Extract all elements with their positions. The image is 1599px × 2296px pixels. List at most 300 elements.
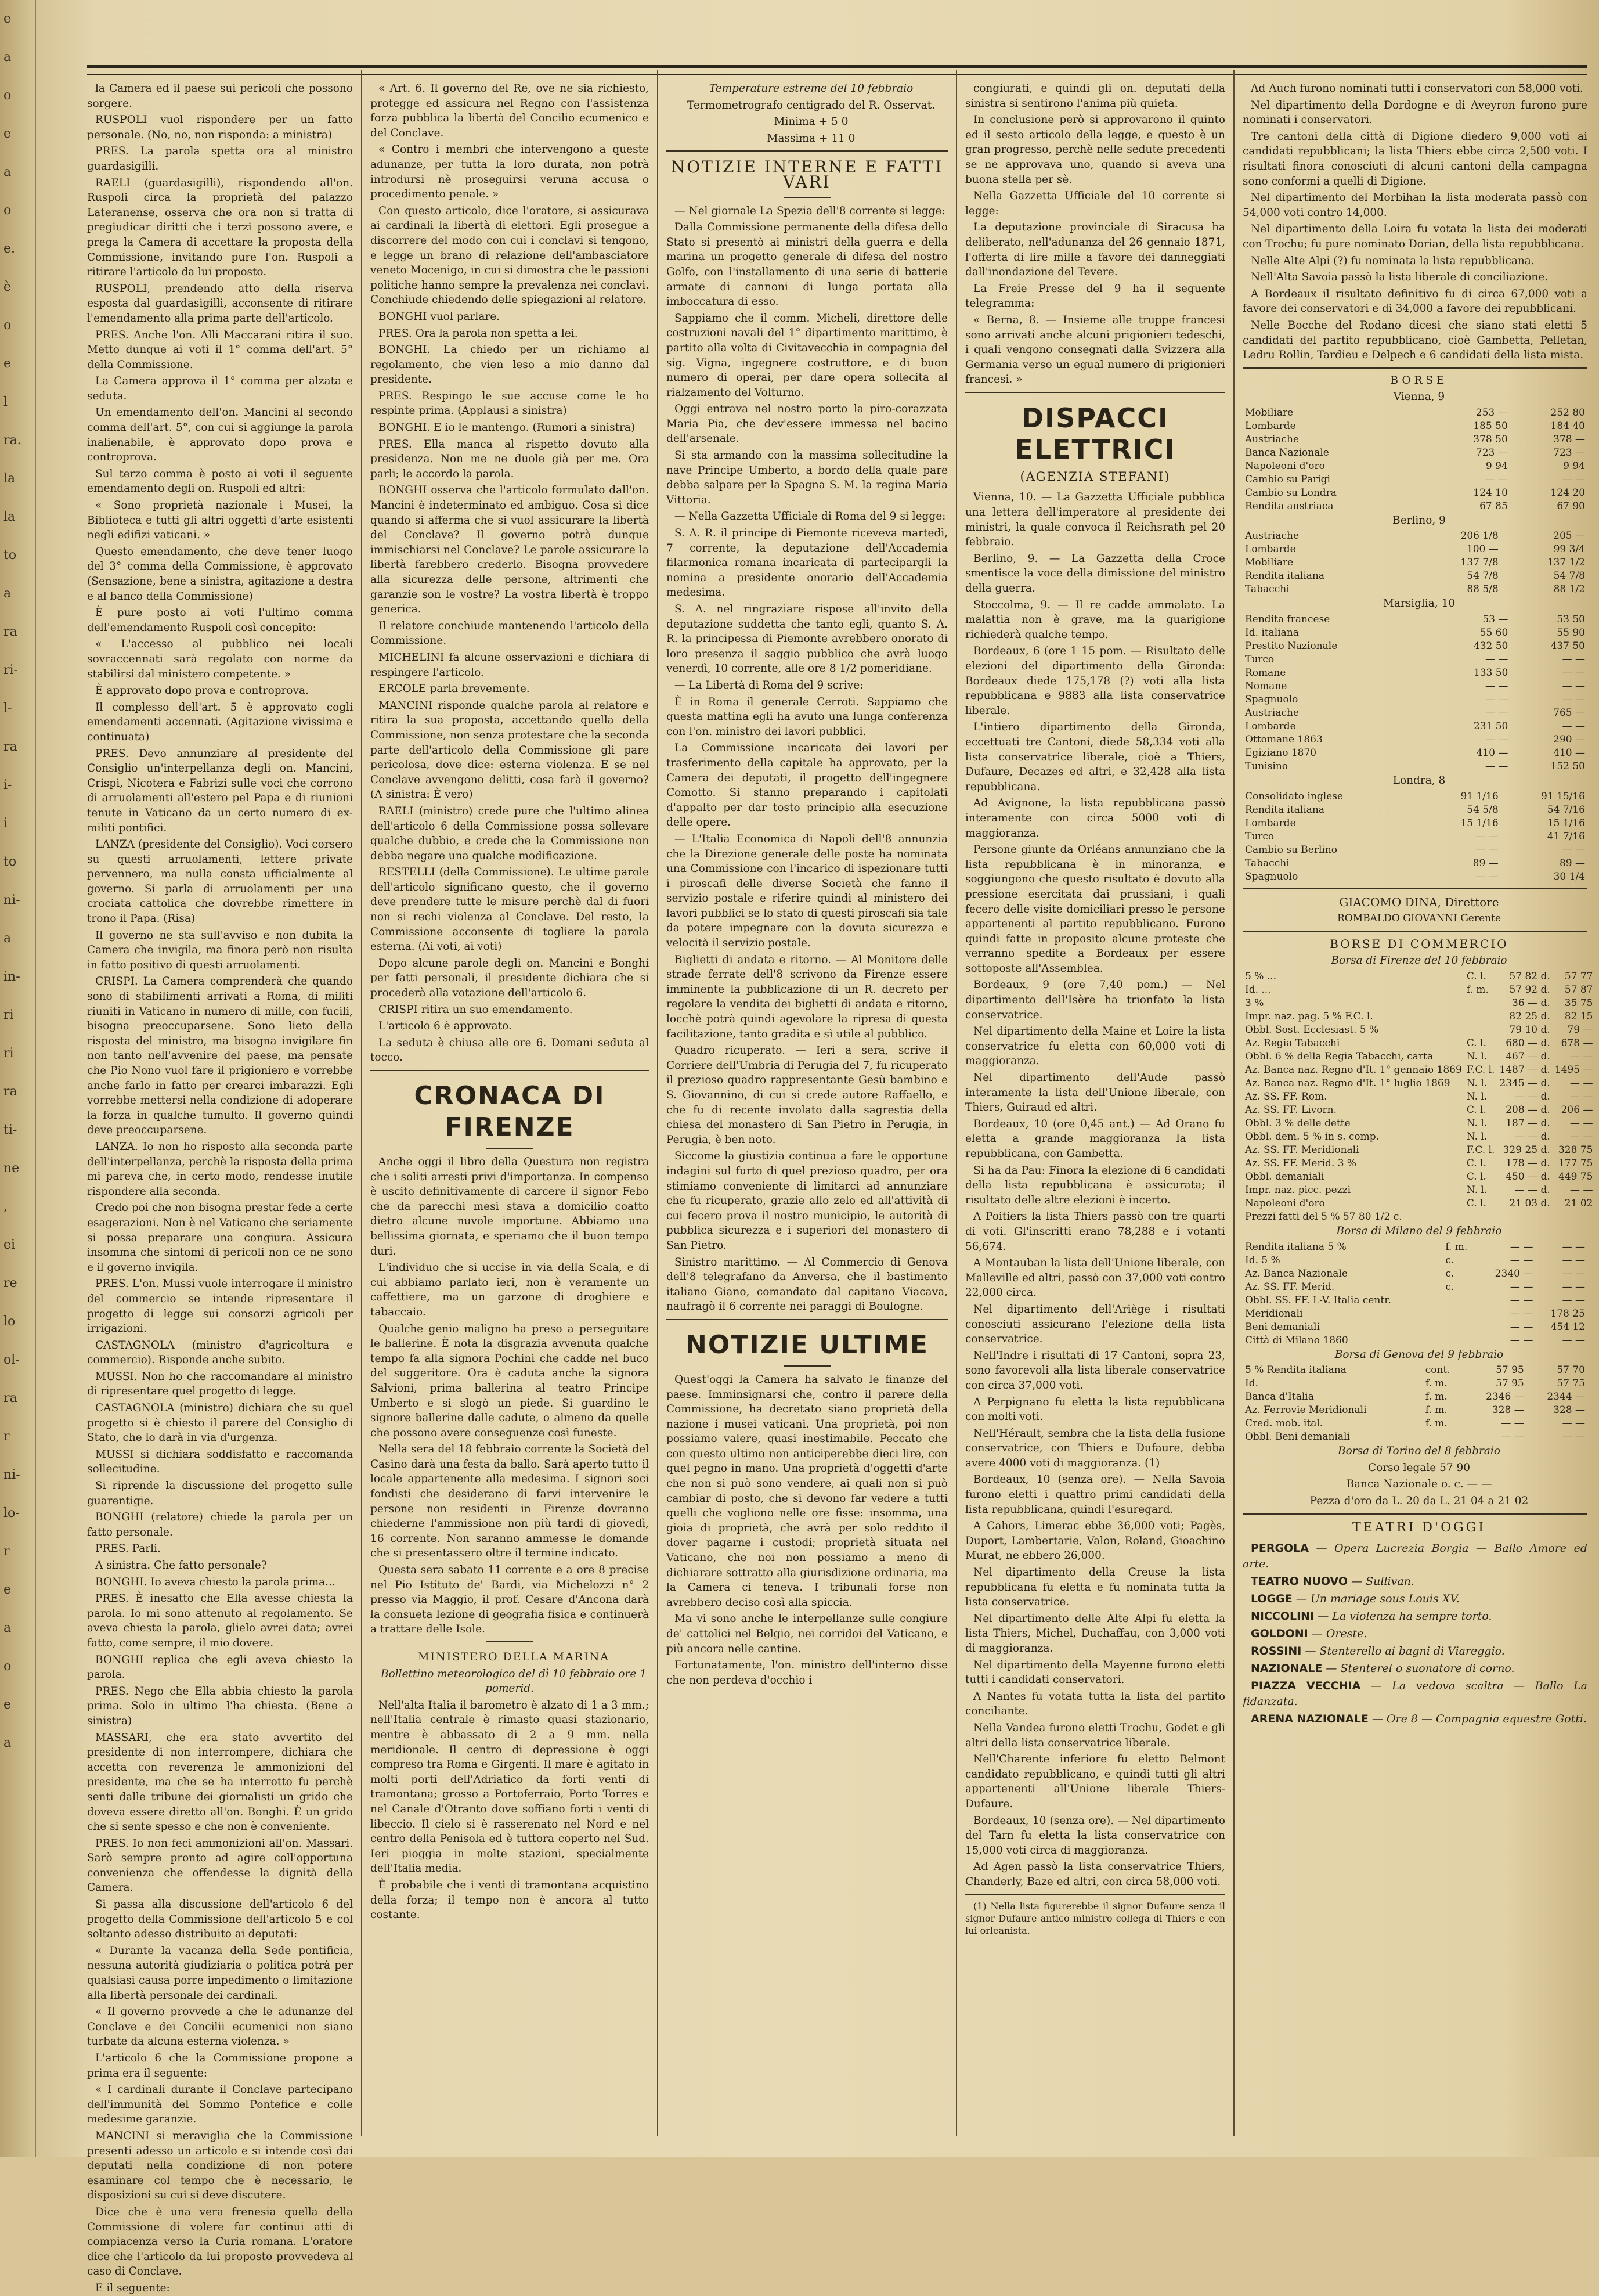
- margin-fragment: l: [3, 395, 8, 409]
- paragraph: PRES. Ella manca al rispetto dovuto alla presidenza. Non me ne duole già per me. Ora parli; le accordo la parola.: [370, 438, 649, 480]
- theatre-entry: [1243, 1626, 1587, 1642]
- cronaca-text: [370, 1155, 649, 1637]
- paragraph: Ma vi sono anche le interpellanze sulle congiure de' cattolici nel Belgio, nei corridoi del Vaticano, e più ancora nelle cantine.: [666, 1613, 948, 1655]
- paragraph: BONGHI replica che egli aveva chiesto la parola.: [87, 1653, 353, 1681]
- temp-max-value: + 11 0: [818, 132, 856, 145]
- paragraph: Dopo alcune parole degli on. Mancini e Bonghi per fatti personali, il presidente dichiara che si procederà alla votazione dell'articolo 6.: [370, 957, 649, 1000]
- paragraph: Bordeaux, 6 (ore 1 15 pom. — Risultato delle elezioni del dipartimento della Gironda: Bordeaux diede 175,178 (?) voti alla lista repubblicana e 9883 alla lista conservatrice liberale.: [965, 645, 1225, 717]
- table-row: [1243, 680, 1587, 693]
- theatre-program: — La vedova scaltra — Ballo La fidanzata.: [1243, 1679, 1587, 1709]
- table-cell: Austriache: [1245, 707, 1300, 719]
- table-cell: — —: [1570, 1091, 1593, 1103]
- table-cell: Id.: [1245, 1378, 1259, 1390]
- paragraph: BONGHI vuol parlare.: [378, 310, 500, 323]
- table-cell: 57 95: [1496, 1364, 1524, 1376]
- table-cell: 253 —: [1475, 406, 1508, 419]
- table-cell: 54 7/16: [1547, 803, 1585, 816]
- table-cell: Rendita italiana: [1245, 803, 1324, 816]
- table-cell: Obbl. SS. FF. L-V. Italia centr.: [1245, 1294, 1391, 1306]
- paragraph: BONGHI (relatore) chiede la parola per un fatto personale.: [87, 1511, 353, 1538]
- table-cell: 67 90: [1557, 500, 1585, 512]
- paragraph: Nelle Bocche del Rodano dicesi che siano stati eletti 5 candidati del partito repubblicano, cioè Gambetta, Pelletan, Ledru Rollin, Tardieu e Delpech e 6 candidati della lista mista.: [1243, 319, 1587, 362]
- table-cell: 152 50: [1550, 760, 1585, 773]
- table-cell: Beni demaniali: [1245, 1321, 1320, 1333]
- margin-fragment: ra.: [3, 433, 21, 448]
- column-rule: [1233, 70, 1235, 2136]
- table-cell: cont.: [1425, 1364, 1450, 1376]
- table-cell: — —: [1485, 473, 1508, 485]
- table-cell: 137 1/2: [1547, 557, 1585, 569]
- table-cell: 378 —: [1553, 433, 1585, 445]
- table-row: [1243, 1364, 1587, 1377]
- table-cell: Rendita francese: [1245, 614, 1330, 626]
- table-row: [1243, 1184, 1595, 1197]
- section-divider: [370, 1070, 649, 1071]
- table-cell: — —: [1562, 667, 1585, 679]
- paragraph: S. A. nel ringraziare rispose all'invito della deputazione suddetta che tanto egli, quanto S. A. R. la principessa di Piemonte avrebbero onorato di loro presenza il saggio pubblico che avrà luogo venerdì, 10 corrente, alle ore 8 1/2 pomeridiane.: [666, 603, 948, 675]
- paragraph: Anche oggi il libro della Questura non registra che i soliti arresti privi d'importanza. In compenso è uscito definitivamente di carcere il signor Febo che da parecchi mesi stava a domicilio coatto dietro alcune nuvole importune. Abbiamo una bellissima giornata, e speriamo che il buon tempo duri.: [370, 1156, 649, 1257]
- bourse-city: Londra, 8: [1392, 774, 1446, 787]
- table-row: [1243, 1104, 1595, 1117]
- paragraph: Quest'oggi la Camera ha salvato le finanze del paese. Imminsignarsi che, contro il parere della Commissione, ha decretato siano proprietà della nazione i musei vaticani. Una proprietà, poi non possiamo valere, quasi inestimabile. Peccato che con questo ultimo non anticiperebbe dieci lire, con quel pegno in mano. Una proprietà d'oggetti d'arte che non si può sono vendere, ai quali non si può cambiar di posto, che si devono far vedere a tutti quelli che vogliono nelle ore fisse: insomma, una gioia di proprietà, che avrà per solo reddito il dover pagarne i custodi; proprietà situata nel Vaticano, che noi non possiamo a meno di dichiarare sottratto alla giurisdizione ordinaria, ma la Camera ci teneva. I tribunali forse non avrebbero deciso così alla spiccia.: [666, 1373, 948, 1609]
- table-cell: Cred. mob. ital.: [1245, 1418, 1323, 1430]
- table-cell: f. m.: [1466, 984, 1489, 996]
- table-row: [1243, 1254, 1587, 1267]
- table-cell: Az. SS. FF. Meridionali: [1245, 1144, 1359, 1156]
- table-cell: 252 80: [1550, 406, 1585, 419]
- paragraph: Fortunatamente, l'on. ministro dell'interno disse che non perdeva d'occhio i: [666, 1659, 948, 1686]
- paragraph: Un emendamento dell'on. Mancini al secondo comma dell'art. 5°, con cui si aggiunge la parola inalienabile, è approvato dopo prova e controprova.: [87, 406, 353, 464]
- table-cell: 2344 —: [1547, 1391, 1585, 1403]
- table-cell: Az. SS. FF. Merid. 3 %: [1245, 1158, 1357, 1170]
- bourse-table: [1243, 529, 1587, 596]
- table-cell: 124 20: [1550, 486, 1585, 499]
- table-cell: — —: [1510, 1281, 1533, 1293]
- milano-heading: Borsa di Milano del 9 febbraio: [1336, 1225, 1502, 1238]
- paragraph: — Nella Gazzetta Ufficiale di Roma del 9 si legge:: [674, 510, 946, 523]
- margin-fragment: ni-: [3, 1468, 20, 1482]
- paragraph: Nelle Alte Alpi (?) fu nominata la lista repubblicana.: [1251, 254, 1535, 267]
- paragraph: BONGHI. Io aveva chiesto la parola prima...: [95, 1576, 335, 1588]
- theatre-program: — Ore 8 — Compagnia equestre Gotti.: [1371, 1713, 1587, 1726]
- section-divider: [666, 150, 948, 152]
- table-cell: 177 75: [1558, 1158, 1593, 1170]
- table-cell: Turco: [1245, 654, 1275, 666]
- paragraph: La Freie Presse del 9 ha il seguente telegramma:: [965, 282, 1225, 310]
- table-cell: C. l.: [1466, 1104, 1486, 1116]
- table-row: [1243, 1037, 1595, 1050]
- table-cell: Az. Ferrovie Meridionali: [1245, 1404, 1367, 1416]
- table-cell: — —: [1562, 680, 1585, 693]
- theatre-name: NICCOLINI: [1251, 1610, 1315, 1623]
- section-divider: [486, 1641, 533, 1642]
- table-cell: — —: [1485, 680, 1508, 693]
- table-cell: 55 60: [1479, 627, 1508, 639]
- table-cell: Tabacchi: [1245, 583, 1290, 596]
- genova-heading: Borsa di Genova del 9 febbraio: [1334, 1348, 1504, 1361]
- table-row: [1243, 570, 1587, 583]
- table-row: [1243, 613, 1587, 626]
- paragraph: MANCINI si meraviglia che la Commissione presenti adesso un articolo e si intende così dai deputati nella condizione di non potere esaminare col tempo che è necessario, le disposizioni su cui si deve discutere.: [87, 2129, 353, 2202]
- paragraph: Qualche genio maligno ha preso a perseguitare le ballerine. È nota la disgrazia avvenuta qualche tempo fa alla signora Pochini che cadde nel buco del suggeritore. Ora è caduta anche la signora Salvioni, prima ballerina al teatro Principe Umberto e si slogò un piede. Si guardino le signore ballerine dalle cadute, o almeno da quelle che possono avere conseguenze così funeste.: [370, 1322, 649, 1439]
- table-row: [1243, 640, 1587, 653]
- paragraph: Nell'Alta Savoia passò la lista liberale di conciliazione.: [1251, 271, 1549, 284]
- paragraph: A Bordeaux il risultato definitivo fu di circa 67,000 voti a favore dei conservatori e di 34,000 a favore dei repubblicani.: [1243, 287, 1587, 315]
- dispacci-heading: DISPACCI ELETTRICI: [1015, 402, 1176, 465]
- table-cell: [1464, 997, 1497, 1010]
- table-cell: Obbl. 3 % delle dette: [1245, 1118, 1351, 1130]
- paragraph: BONGHI. La chiedo per un richiamo al regolamento, che vien leso a mio danno dal presidente.: [370, 344, 649, 386]
- paragraph: Nel dipartimento dell'Aude passò interamente la lista dell'Unione liberale, con Thiers, Guiraud ed altri.: [965, 1072, 1225, 1114]
- table-cell: Rendita austriaca: [1245, 500, 1334, 512]
- table-cell: 5 % ...: [1245, 971, 1276, 983]
- table-row: [1243, 1050, 1595, 1064]
- table-cell: 184 40: [1550, 420, 1585, 432]
- table-row: [1243, 1390, 1587, 1404]
- margin-fragment: o: [3, 88, 12, 103]
- table-cell: 91 15/16: [1540, 790, 1585, 802]
- table-cell: Id. ...: [1245, 984, 1271, 996]
- paragraph: PRES. Anche l'on. Alli Maccarani ritira il suo. Metto dunque ai voti il 1° comma dell'art. 5° della Commissione.: [87, 329, 353, 371]
- paragraph: Bordeaux, 10 (ore 0,45 ant.) — Ad Orano fu eletta a grande maggioranza la lista repubblicana, con Gambetta.: [965, 1118, 1225, 1160]
- table-row: [1243, 1294, 1587, 1307]
- table-cell: Tunisino: [1245, 760, 1288, 773]
- notizie-text: [666, 204, 948, 1314]
- table-cell: Banca d'Italia: [1245, 1391, 1314, 1403]
- table-cell: — —: [1510, 1254, 1533, 1266]
- table-cell: Obbl. Beni demaniali: [1245, 1431, 1350, 1443]
- paragraph: PRES. Devo annunziare al presidente del Consiglio un'interpellanza degli on. Mancini, Crispi, Nicotera e Fabrizi sulle voci che corrono di arruolamenti all'estero pel Papa e di riunioni tenute in Vaticano da un certo numero di ex-militi pontifici.: [87, 747, 353, 834]
- director-line: GIACOMO DINA, Direttore: [1339, 895, 1499, 909]
- column-5: [1243, 81, 1593, 2148]
- firenze-bourse-table: [1243, 970, 1595, 1224]
- table-cell: — —: [1570, 1118, 1593, 1130]
- table-cell: f. m.: [1425, 1404, 1448, 1416]
- table-cell: 187 — d.: [1506, 1118, 1550, 1130]
- table-cell: — —: [1475, 844, 1499, 856]
- table-cell: 5 % Rendita italiana: [1245, 1364, 1347, 1376]
- commercio-heading: BORSE DI COMMERCIO: [1330, 936, 1508, 951]
- theatre-program: — La violenza ha sempre torto.: [1318, 1610, 1492, 1623]
- section-divider: [1243, 367, 1587, 369]
- table-cell: Az. Regia Tabacchi: [1245, 1037, 1340, 1050]
- paragraph: MUSSI si dichiara soddisfatto e raccomanda sollecitudine.: [87, 1448, 353, 1476]
- table-row: [1243, 1417, 1587, 1430]
- table-cell: Obbl. Sost. Ecclesiast. 5 %: [1245, 1024, 1379, 1036]
- table-cell: 15 1/16: [1547, 817, 1585, 829]
- table-cell: 178 25: [1550, 1307, 1585, 1320]
- column-1: [87, 81, 353, 2294]
- genova-bourse-table: [1243, 1364, 1587, 1444]
- left-margin-strip: [0, 0, 36, 2157]
- elections-continued: [1243, 81, 1587, 363]
- table-cell: 30 1/4: [1553, 870, 1585, 882]
- torino-line: Pezza d'oro da L. 20 da L. 21 04 a 21 02: [1309, 1495, 1529, 1507]
- paragraph: CRISPI ritira un suo emendamento.: [378, 1003, 573, 1016]
- table-cell: Spagnuolo: [1245, 870, 1298, 882]
- table-cell: 89 —: [1472, 857, 1499, 869]
- paragraph: BONGHI. E io le mantengo. (Rumori a sinistra): [378, 421, 636, 434]
- table-cell: — —: [1485, 707, 1508, 719]
- table-cell: Lombarde: [1245, 543, 1296, 556]
- table-cell: 124 10: [1473, 486, 1508, 499]
- table-row: [1243, 1197, 1595, 1210]
- margin-fragment: o: [3, 1659, 12, 1674]
- table-cell: [1464, 1023, 1497, 1037]
- table-cell: C. l.: [1466, 1037, 1486, 1050]
- margin-fragment: ti-: [3, 1123, 17, 1137]
- table-cell: — —: [1562, 694, 1585, 706]
- paragraph: PRES. L'on. Mussi vuole interrogare il ministro del commercio se intende ripresentare il progetto di legge sui consorzi agricoli per irrigazioni.: [87, 1278, 353, 1335]
- paragraph: Ad Auch furono nominati tutti i conservatori con 58,000 voti.: [1251, 82, 1583, 95]
- table-row: [1243, 803, 1587, 817]
- theatre-program: — Stenterel o suonatore di corno.: [1326, 1662, 1515, 1675]
- bourse-table: [1243, 790, 1587, 884]
- table-row: [1243, 486, 1587, 500]
- paragraph: Tre cantoni della città di Digione diedero 9,000 voti ai candidati repubblicani; la lista Thiers ebbe circa 2,500 voti. I risultati finora conosciuti di alcuni cantoni della campagna sono conformi a quelli di Digione.: [1243, 130, 1587, 188]
- theatre-entry: [1243, 1643, 1587, 1659]
- paragraph: RUSPOLI vuol rispondere per un fatto personale. (No, no, non risponda: a ministra): [87, 114, 353, 141]
- table-row: [1243, 693, 1587, 707]
- table-cell: 467 — d.: [1506, 1051, 1550, 1063]
- table-cell: f. m.: [1425, 1378, 1448, 1390]
- margin-fragment: e: [3, 127, 12, 141]
- paragraph: Si riprende la discussione del progetto sulle guarentigie.: [87, 1480, 353, 1507]
- table-cell: 79 10 d.: [1509, 1024, 1550, 1036]
- paragraph: Il complesso dell'art. 5 è approvato cogli emendamenti accennati. (Agitazione vivissima e continuata): [87, 701, 353, 743]
- column-rule: [361, 70, 362, 2136]
- table-cell: — —: [1485, 760, 1508, 773]
- paragraph: Nel dipartimento della Loira fu votata la lista dei moderati con Trochu; fu pure nominato Dorian, della lista repubblicana.: [1243, 223, 1587, 250]
- table-cell: Lombarde: [1245, 720, 1296, 733]
- paragraph: « Il governo provvede a che le adunanze del Conclave e dei Concilii ecumenici non siano turbate da alcuna esterna violenza. »: [87, 2006, 353, 2048]
- table-row: [1243, 626, 1587, 640]
- table-cell: Mobiliare: [1245, 557, 1294, 569]
- paragraph: S. A. R. il principe di Piemonte riceveva martedì, 7 corrente, la deputazione dell'Accademia filarmonica romana incaricata di partecipargli la nomina a presidente onorario dell'Accademia medesima.: [666, 527, 948, 599]
- paragraph: A Poitiers la lista Thiers passò con tre quarti di voti. Gl'inscritti erano 78,288 e i votanti 56,674.: [965, 1210, 1225, 1253]
- table-cell: Cambio su Berlino: [1245, 844, 1338, 856]
- gerente-line: ROMBALDO GIOVANNI Gerente: [1337, 913, 1501, 925]
- table-cell: 723 —: [1553, 446, 1585, 459]
- paragraph: « Berna, 8. — Insieme alle truppe francesi sono arrivati anche alcuni prigionieri tedeschi, i quali vengono consegnati dalla Svizzera alla Germania verso un egual numero di prigionieri francesi. »: [965, 313, 1225, 386]
- marina-text: [370, 1698, 649, 1923]
- paragraph: Biglietti di andata e ritorno. — Al Monitore delle strade ferrate dell'8 scrivono da Firenze essere imminente la pubblicazione di un R. decreto per regolare la vendita dei biglietti di andata e ritorno, locchè potrà quindi agevolare la ripresa di questa facilitazione, tanto gradita e sì utile al pubblico.: [666, 953, 948, 1040]
- table-cell: 680 — d.: [1506, 1037, 1550, 1050]
- paragraph: RESTELLI (della Commissione). Le ultime parole dell'articolo significano questo, che il governo deve prendere tutte le misure perchè dal di fuori non si rechi violenza al Conclave. Del resto, la Commissione acconsente di togliere la parola esterna. (Ai voti, ai voti): [370, 866, 649, 953]
- margin-fragment: ra: [3, 1391, 17, 1405]
- margin-fragment: ra: [3, 740, 17, 754]
- paragraph: PRES. Parli.: [95, 1542, 161, 1555]
- table-cell: — —: [1562, 844, 1585, 856]
- table-cell: — —: [1570, 1184, 1593, 1196]
- torino-line: Borsa di Torino del 8 febbraio: [1337, 1445, 1500, 1458]
- table-cell: 36 — d.: [1512, 997, 1550, 1010]
- paragraph: « Sono proprietà nazionale i Musei, la Biblioteca e tutti gli altri oggetti d'arte esistenti negli edifizi vaticani. »: [87, 499, 353, 542]
- table-cell: 410 —: [1476, 747, 1508, 759]
- table-cell: 57 82 d.: [1509, 971, 1550, 983]
- table-cell: 723 —: [1475, 446, 1508, 459]
- paragraph: Nel dipartimento della Mayenne furono eletti tutti i candidati conservatori.: [965, 1659, 1225, 1686]
- temp-min-value: + 5 0: [818, 116, 849, 128]
- theatre-entry: [1243, 1591, 1587, 1607]
- paragraph: Nell'Hérault, sembra che la lista della fusione conservatrice, con Thiers e Dufaure, debba avere 4000 voti di maggioranza. (1): [965, 1427, 1225, 1469]
- table-cell: 54 5/8: [1467, 803, 1499, 816]
- table-cell: 100 —: [1466, 543, 1499, 556]
- table-row: [1243, 817, 1587, 830]
- margin-fragment: ol-: [3, 1353, 20, 1367]
- table-cell: 57 95: [1496, 1378, 1524, 1390]
- column-rule: [956, 70, 957, 2136]
- paragraph: Sul terzo comma è posto ai voti il seguente emendamento degli on. Ruspoli ed altri:: [87, 467, 353, 495]
- paragraph: Sinistro marittimo. — Al Commercio di Genova dell'8 telegrafano da Anversa, che il bastimento italiano Giano, comandato dal capitano Viacava, naufragò il 6 corrente nei paraggi di Boulogne.: [666, 1256, 948, 1313]
- table-cell: Obbl. 6 % della Regia Tabacchi, carta: [1245, 1051, 1433, 1063]
- table-cell: 185 50: [1473, 420, 1508, 432]
- table-cell: 328 —: [1553, 1404, 1585, 1416]
- milano-bourse-table: [1243, 1241, 1587, 1347]
- paragraph: La deputazione provinciale di Siracusa ha deliberato, nell'adunanza del 26 gennaio 1871, l'offerta di lire mille a favore dei danneggiati dall'inondazione del Tevere.: [965, 221, 1225, 279]
- paragraph: Si ha da Pau: Finora la elezione di 6 candidati della lista repubblicana è assicurata; il risultato delle altre elezioni è incerto.: [965, 1164, 1225, 1206]
- margin-fragment: ri-: [3, 663, 18, 677]
- table-row: [1243, 1267, 1587, 1281]
- table-cell: 54 7/8: [1553, 570, 1585, 582]
- theatre-program: — Opera Lucrezia Borgia — Ballo Amore ed arte.: [1243, 1542, 1588, 1571]
- paragraph: Bordeaux, 9 (ore 7,40 pom.) — Nel dipartimento dell'Isère ha trionfato la lista conservatrice.: [965, 979, 1225, 1021]
- margin-fragment: o: [3, 318, 12, 333]
- margin-fragment: e.: [3, 242, 16, 256]
- margin-fragment: lo-: [3, 1506, 20, 1520]
- paragraph: Si sta armando con la massima sollecitudine la nave Principe Umberto, a bordo della quale pare debba salpare per la Spagna S. M. la regina Maria Vittoria.: [666, 449, 948, 506]
- table-row: [1243, 1090, 1595, 1104]
- temp-max-label: Massima: [767, 132, 815, 145]
- theatre-entry: [1243, 1609, 1587, 1624]
- paragraph: Questo emendamento, che deve tener luogo del 3° comma della Commissione, è approvato (Sensazione, bene a sinistra, agitazione a destra e al banco della Commissione): [87, 545, 353, 603]
- table-cell: — —: [1501, 1418, 1524, 1430]
- temperature-min: [666, 114, 948, 129]
- paragraph: L'articolo 6 è approvato.: [378, 1020, 512, 1033]
- table-cell: — —: [1510, 1321, 1533, 1333]
- torino-line: Banca Nazionale o. c. — —: [1346, 1478, 1492, 1491]
- paragraph: È in Roma il generale Cerroti. Sappiamo che questa mattina egli ha avuto una lunga conferenza con l'on. ministro dei lavori pubblici.: [666, 695, 948, 738]
- table-row: [1243, 1157, 1595, 1170]
- table-row: [1243, 420, 1587, 433]
- paragraph: Con questo articolo, dice l'oratore, si assicurava ai cardinali la libertà di elettori. Egli prosegue a discorrere del modo con cui i conclavi si tengono, e legge un brano di relazione dell'ambasciatore veneto Mocenigo, in cui si dimostra che le passioni politiche hanno sempre la prevalenza nei conclavi. Conchiude chiedendo delle spiegazioni al relatore.: [370, 204, 649, 307]
- table-cell: 410 —: [1553, 747, 1585, 759]
- table-cell: [1443, 1294, 1478, 1307]
- bourse-table: [1243, 406, 1587, 513]
- footnote: (1) Nella lista figurerebbe il signor Dufaure senza il signor Dufaure antico ministro collega di Thiers e con lui orleanista.: [965, 1900, 1225, 1936]
- paragraph: E il seguente:: [95, 2281, 170, 2294]
- table-cell: c.: [1445, 1281, 1454, 1293]
- table-cell: Città di Milano 1860: [1245, 1334, 1348, 1346]
- paragraph: Berlino, 9. — La Gazzetta della Croce smentisce la voce della dimissione del ministro della guerra.: [965, 552, 1225, 595]
- table-cell: Ottomane 1863: [1245, 734, 1323, 746]
- table-row: [1243, 747, 1587, 760]
- paragraph: MICHELINI fa alcune osservazioni e dichiara di respingere l'articolo.: [370, 651, 649, 679]
- table-row: [1243, 446, 1587, 460]
- table-cell: 328 75: [1558, 1144, 1593, 1156]
- table-cell: — — d.: [1514, 1131, 1550, 1143]
- paragraph: Nel dipartimento del Morbihan la lista moderata passò con 54,000 voti contro 14,000.: [1243, 192, 1587, 219]
- margin-fragment: a: [3, 586, 12, 601]
- margin-fragment: r: [3, 1544, 10, 1559]
- table-row: [1243, 1077, 1595, 1090]
- table-cell: — —: [1562, 1241, 1585, 1253]
- commercio-subheading: Borsa di Firenze del 10 febbraio: [1331, 954, 1507, 967]
- table-row: [1243, 1064, 1595, 1077]
- temperature-subtitle: Termometrografo centigrado del R. Osservat.: [687, 99, 936, 111]
- margin-fragment: a: [3, 931, 12, 946]
- table-cell: Az. SS. FF. Merid.: [1245, 1281, 1335, 1293]
- paragraph: MANCINI risponde qualche parola al relatore e ritira la sua proposta, accettando quella della Commissione, non senza protestare che la seconda parte dell'articolo della Commissione gli pare pericolosa, dove dice: esterna violenza. E se nel Conclave avvengono delitti, cosa farà il governo? (A sinistra: È vero): [370, 699, 649, 801]
- table-row: [1243, 1023, 1595, 1037]
- table-cell: Impr. naz. picc. pezzi: [1245, 1184, 1351, 1196]
- theatre-entry: [1243, 1541, 1587, 1572]
- margin-fragment: lo: [3, 1314, 16, 1329]
- ultime-continued: [965, 81, 1225, 387]
- table-row: [1243, 707, 1587, 720]
- table-cell: — —: [1562, 1334, 1585, 1346]
- table-cell: — —: [1562, 473, 1585, 485]
- paragraph: LANZA. Io non ho risposto alla seconda parte dell'interpellanza, perchè la risposta della prima mi pareva che, in certo modo, rendesse inutile rispondere alla seconda.: [87, 1140, 353, 1198]
- table-row: [1243, 500, 1587, 513]
- table-cell: 53 —: [1482, 614, 1508, 626]
- table-row: [1243, 1281, 1587, 1294]
- table-cell: — —: [1570, 1051, 1593, 1063]
- table-cell: 35 75: [1564, 997, 1593, 1010]
- table-cell: — — d.: [1514, 1184, 1550, 1196]
- table-cell: f. m.: [1425, 1391, 1448, 1403]
- temp-min-label: Minima: [774, 116, 815, 128]
- paragraph: Sappiamo che il comm. Micheli, direttore delle costruzioni navali del 1° dipartimento marittimo, è partito alla volta di Civitavecchia in compagnia del sig. Vigna, ingegnere costruttore, e di buon numero di operai, per dare opera sollecita al rialzamento del Volturno.: [666, 312, 948, 399]
- bourse-city: Vienna, 9: [1393, 391, 1445, 403]
- table-cell: 3 %: [1245, 997, 1264, 1010]
- table-cell: 54 7/8: [1467, 570, 1499, 582]
- margin-fragment: to: [3, 855, 17, 869]
- paragraph: A Montauban la lista dell'Unione liberale, con Malleville ed altri, passò con 37,000 voti contro 22,000 circa.: [965, 1257, 1225, 1299]
- margin-fragment: ni-: [3, 893, 20, 907]
- paragraph: Stoccolma, 9. — Il re cadde ammalato. La malattia non è grave, ma la guarigione richiederà qualche tempo.: [965, 599, 1225, 641]
- teatri-list: [1243, 1541, 1587, 1727]
- bourse-city: Marsiglia, 10: [1383, 597, 1456, 610]
- table-row: [1243, 666, 1587, 680]
- table-cell: [1423, 1430, 1466, 1444]
- table-cell: — —: [1562, 720, 1585, 733]
- table-row: [1243, 1404, 1587, 1417]
- paragraph: PRES. Nego che Ella abbia chiesto la parola prima. Solo in ultimo l'ha chiesta. (Bene a sinistra): [87, 1685, 353, 1727]
- table-row: [1243, 543, 1587, 556]
- column-4: [965, 81, 1225, 2148]
- table-cell: [1464, 1210, 1497, 1224]
- table-cell: 678 —: [1561, 1037, 1593, 1050]
- paragraph: — L'Italia Economica di Napoli dell'8 annunzia che la Direzione generale delle poste ha nominata una Commissione con l'incarico di ispezionare tutti i piroscafi delle diverse Società che fanno il servizio postale e riferire quindi al ministero dei lavori pubblici se lo stato di questi piroscafi sia tale da potere impegnare con la dovuta sicurezza e velocità il servizio postale.: [666, 832, 948, 950]
- margin-fragment: e: [3, 356, 12, 371]
- paragraph: PRES. La parola spetta ora al ministro guardasigilli.: [87, 145, 353, 172]
- margin-fragment: ri: [3, 1046, 14, 1061]
- table-cell: 55 90: [1557, 627, 1585, 639]
- table-cell: 765 —: [1553, 707, 1585, 719]
- table-cell: 378 50: [1473, 433, 1508, 445]
- table-cell: Lombarde: [1245, 817, 1296, 829]
- table-cell: — — d.: [1514, 1091, 1550, 1103]
- table-cell: — —: [1562, 1294, 1585, 1306]
- table-cell: 1487 — d.: [1499, 1064, 1550, 1076]
- paragraph: ERCOLE parla brevemente.: [378, 683, 530, 695]
- table-cell: 206 —: [1561, 1104, 1593, 1116]
- borse-tables: [1243, 390, 1587, 883]
- paragraph: LANZA (presidente del Consiglio). Voci corsero su questi arruolamenti, lettere private pervennero, ma nulla consta ufficialmente al governo. Si parla di arruolamenti per una crociata cattolica che dovrebbe rimettere in trono il Papa. (Risa): [87, 838, 353, 925]
- table-cell: — —: [1485, 694, 1508, 706]
- theatre-program: — Sullivan.: [1351, 1575, 1414, 1588]
